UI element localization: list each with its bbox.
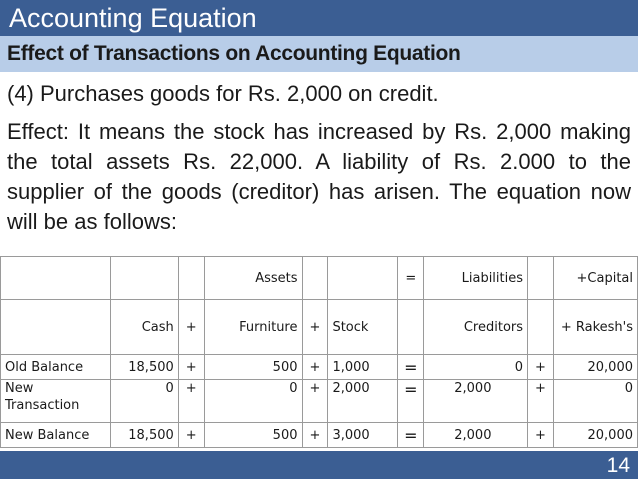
cash-heading: Cash bbox=[110, 300, 178, 355]
stock-value: 1,000 bbox=[328, 355, 398, 380]
stock-value: 2,000 bbox=[328, 380, 398, 423]
creditors-heading: Creditors bbox=[424, 300, 528, 355]
plus-sign: + bbox=[302, 423, 328, 448]
plus-sign: + bbox=[302, 355, 328, 380]
rakesh-capital-heading: + Rakesh's bbox=[553, 300, 637, 355]
plus-sign: + bbox=[528, 380, 554, 423]
table-row-old-balance bbox=[1, 355, 638, 380]
equals-sign: = bbox=[398, 380, 424, 423]
empty-cell bbox=[302, 257, 328, 300]
cash-value: 0 bbox=[110, 380, 178, 423]
row-label: New Transaction bbox=[1, 380, 111, 423]
table-row-new-balance bbox=[1, 423, 638, 448]
empty-cell bbox=[1, 300, 111, 355]
plus-sign: + bbox=[528, 355, 554, 380]
furniture-value: 500 bbox=[204, 355, 302, 380]
equals-sign: = bbox=[398, 423, 424, 448]
accounting-equation-table bbox=[0, 256, 638, 448]
furniture-heading: Furniture bbox=[204, 300, 302, 355]
title-bar bbox=[0, 0, 638, 72]
header-row-2 bbox=[1, 300, 638, 355]
empty-cell bbox=[398, 300, 424, 355]
plus-sign: + bbox=[178, 300, 204, 355]
empty-cell bbox=[1, 257, 111, 300]
empty-cell bbox=[528, 300, 554, 355]
empty-cell bbox=[178, 257, 204, 300]
creditors-value: 2,000 bbox=[424, 380, 528, 423]
cash-value: 18,500 bbox=[110, 423, 178, 448]
empty-cell bbox=[328, 257, 398, 300]
subtitle-bar bbox=[0, 36, 638, 72]
row-label: Old Balance bbox=[1, 355, 111, 380]
effect-paragraph: Effect: It means the stock has increased by Rs. 2,000 making the total assets Rs. 22,000. A liability of Rs. 2.000 to the supplier of the goods (creditor) has arisen. The equation now will be as follows: bbox=[7, 119, 631, 234]
equals-heading: = bbox=[398, 257, 424, 300]
header-row-1 bbox=[1, 257, 638, 300]
plus-sign: + bbox=[302, 380, 328, 423]
page-number: 14 bbox=[606, 454, 630, 477]
capital-value: 20,000 bbox=[553, 423, 637, 448]
cash-value: 18,500 bbox=[110, 355, 178, 380]
plus-sign: + bbox=[528, 423, 554, 448]
footer-bar bbox=[0, 451, 638, 479]
slide-subtitle: Effect of Transactions on Accounting Equation bbox=[7, 42, 461, 65]
creditors-value: 0 bbox=[424, 355, 528, 380]
furniture-value: 0 bbox=[204, 380, 302, 423]
table-row-new-transaction bbox=[1, 380, 638, 423]
plus-sign: + bbox=[178, 380, 204, 423]
plus-sign: + bbox=[302, 300, 328, 355]
capital-value: 0 bbox=[553, 380, 637, 423]
plus-sign: + bbox=[178, 423, 204, 448]
capital-heading: +Capital bbox=[553, 257, 637, 300]
row-label: New Balance bbox=[1, 423, 111, 448]
equals-sign: = bbox=[398, 355, 424, 380]
creditors-value: 2,000 bbox=[424, 423, 528, 448]
transaction-point: (4) Purchases goods for Rs. 2,000 on credit. bbox=[7, 81, 439, 106]
empty-cell bbox=[110, 257, 178, 300]
stock-value: 3,000 bbox=[328, 423, 398, 448]
capital-value: 20,000 bbox=[553, 355, 637, 380]
plus-sign: + bbox=[178, 355, 204, 380]
stock-heading: Stock bbox=[328, 300, 398, 355]
assets-heading: Assets bbox=[204, 257, 302, 300]
liabilities-heading: Liabilities bbox=[424, 257, 528, 300]
slide-title: Accounting Equation bbox=[9, 3, 257, 33]
furniture-value: 500 bbox=[204, 423, 302, 448]
empty-cell bbox=[528, 257, 554, 300]
